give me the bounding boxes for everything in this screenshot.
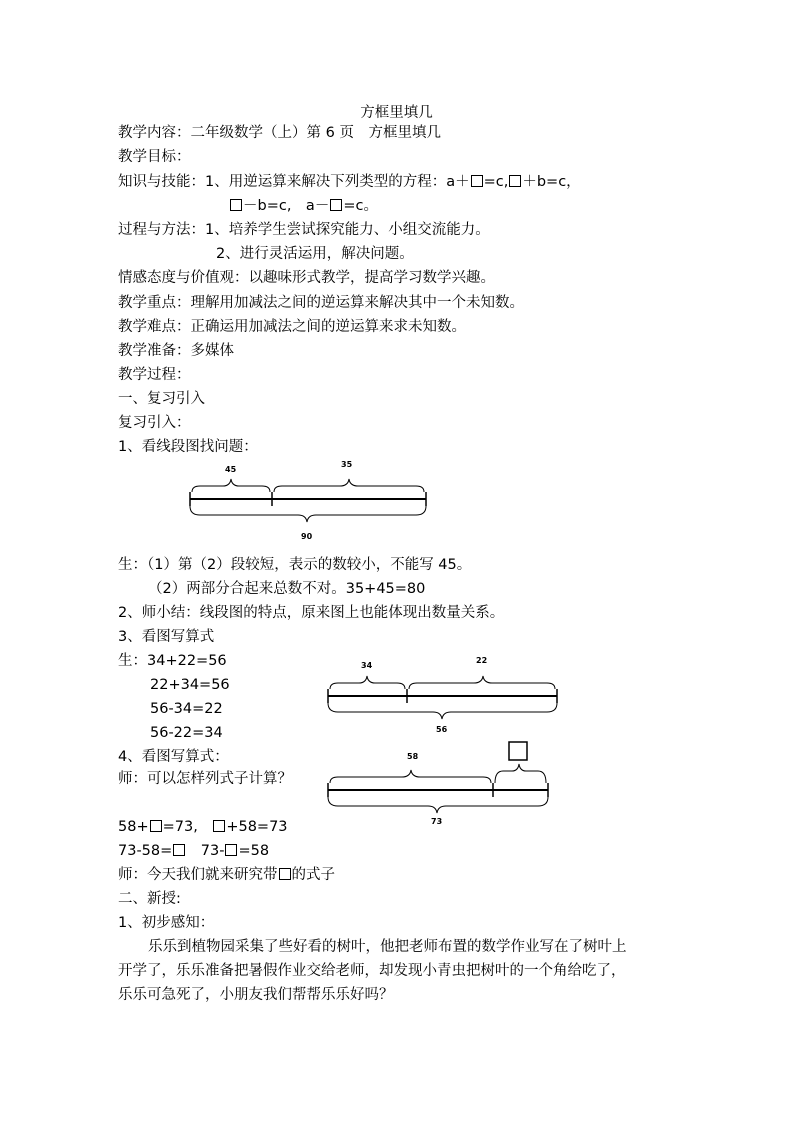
brace-top-right xyxy=(495,764,546,783)
story-line-3: 乐乐可急死了，小朋友我们帮帮乐乐好吗？ xyxy=(118,987,394,1003)
formula-1a: 58+ xyxy=(118,819,149,835)
brace-bottom xyxy=(328,797,548,813)
formula-1c: +58=73 xyxy=(226,819,288,835)
attitude-values: 情感态度与价值观：以趣味形式教学，提高学习数学兴趣。 xyxy=(118,270,495,286)
d2-total-label: 56 xyxy=(436,725,448,734)
knowledge2-text: －b=c, a－ xyxy=(243,198,330,214)
difficult-point: 教学难点：正确运用加减法之间的逆运算来求未知数。 xyxy=(118,319,466,335)
key-point: 教学重点：理解用加减法之间的逆运算来解决其中一个未知数。 xyxy=(118,295,524,311)
formula-1b: =73, xyxy=(162,819,213,835)
teaching-procedure: 教学过程： xyxy=(118,367,191,383)
segment-diagram-1 xyxy=(190,479,426,522)
step-4: 4、看图写算式： xyxy=(118,749,229,765)
teacher-statement-b: 的式子 xyxy=(291,867,335,883)
student-answer-2: （2）两部分合起来总数不对。35+45=80 xyxy=(148,581,426,597)
equation-3: 56-34=22 xyxy=(150,701,223,717)
review-intro: 复习引入： xyxy=(118,415,191,431)
segment-diagram-3 xyxy=(328,742,548,813)
brace-top-right xyxy=(274,479,424,492)
brace-bottom xyxy=(190,506,426,522)
teaching-content: 教学内容：二年级数学（上）第 6 页 方框里填几 xyxy=(118,125,441,141)
knowledge2-text-c: =c。 xyxy=(343,198,378,214)
process-method-1: 过程与方法：1、培养学生尝试探究能力、小组交流能力。 xyxy=(118,222,490,238)
formula-2b: 73- xyxy=(186,843,225,859)
section-review: 一、复习引入 xyxy=(118,391,205,407)
brace-top-left xyxy=(330,676,405,689)
teaching-prep: 教学准备：多媒体 xyxy=(118,343,234,359)
knowledge-text: 知识与技能：1、用逆运算来解决下列类型的方程：a＋ xyxy=(118,174,470,190)
teacher-statement-a: 师：今天我们就来研究带 xyxy=(118,867,278,883)
brace-top-left xyxy=(192,479,270,492)
brace-top-left xyxy=(330,770,491,783)
step-1: 1、看线段图找问题： xyxy=(118,439,258,455)
brace-top-right xyxy=(409,676,555,689)
equation-4: 56-22=34 xyxy=(150,725,223,741)
equation-2: 22+34=56 xyxy=(150,677,230,693)
step-3: 3、看图写算式 xyxy=(118,629,215,645)
brace-bottom xyxy=(328,703,557,719)
formula-2c: =58 xyxy=(238,843,270,859)
story-line-2: 开学了，乐乐准备把暑假作业交给老师，却发现小青虫把树叶的一个角给吃了， xyxy=(118,963,626,979)
teacher-question: 师：可以怎样列式子计算？ xyxy=(118,771,292,787)
teaching-goals: 教学目标： xyxy=(118,149,191,165)
student-answer-1: 生：（1）第（2）段较短，表示的数较小，不能写 45。 xyxy=(118,557,472,573)
step-2: 2、师小结：线段图的特点，原来图上也能体现出数量关系。 xyxy=(118,605,505,621)
section-new: 二、新授: xyxy=(118,891,181,907)
formula-2a: 73-58= xyxy=(118,843,173,859)
d1-left-label: 45 xyxy=(225,465,237,474)
d3-left-label: 58 xyxy=(407,752,419,761)
knowledge-text-c: ＋b=c， xyxy=(522,174,581,190)
d1-total-label: 90 xyxy=(301,532,313,541)
knowledge-text-b: =c, xyxy=(483,174,509,190)
unknown-box-icon xyxy=(509,742,527,760)
segment-diagram-2 xyxy=(328,676,557,719)
initial-perception: 1、初步感知： xyxy=(118,915,215,931)
d2-left-label: 34 xyxy=(361,661,373,670)
d3-total-label: 73 xyxy=(431,817,443,826)
story-line-1: 乐乐到植物园采集了些好看的树叶，他把老师布置的数学作业写在了树叶上 xyxy=(148,939,627,955)
d2-right-label: 22 xyxy=(476,656,488,665)
process-method-2: 2、进行灵活运用，解决问题。 xyxy=(216,246,414,262)
d1-right-label: 35 xyxy=(341,460,353,469)
page-title: 方框里填几 xyxy=(360,105,433,121)
equation-1: 生：34+22=56 xyxy=(118,653,227,669)
